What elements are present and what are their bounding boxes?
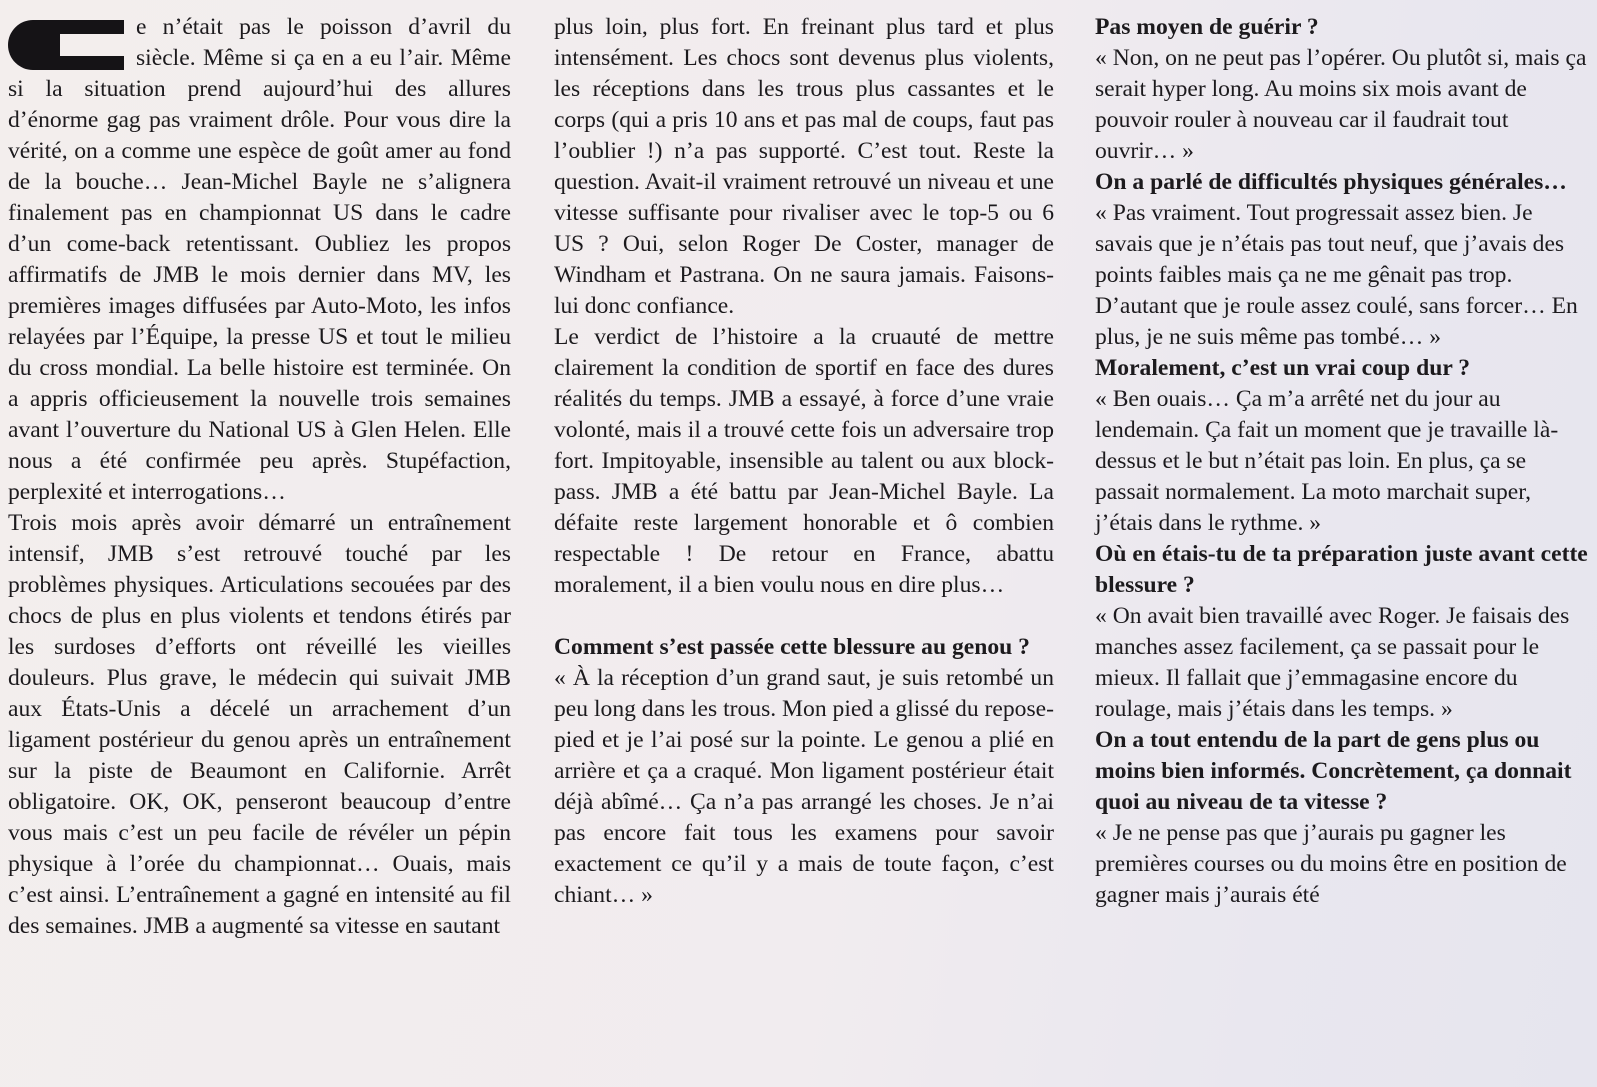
dropcap-c-notch: [60, 34, 124, 56]
interview-question: Moralement, c’est un vrai coup dur ?: [1095, 355, 1471, 381]
column-2: [554, 12, 1054, 911]
interview-question: On a tout entendu de la part de gens plus ou moins bien informés. Concrètement, ça donnait quoi au niveau de ta vitesse ?: [1095, 727, 1572, 815]
interview-answer: « Je ne pense pas que j’aurais pu gagner les premières courses ou du moins être en position de gagner mais j’aurais été: [1095, 820, 1567, 908]
interview-question: Où en étais-tu de ta préparation juste avant cette blessure ?: [1095, 541, 1588, 598]
paragraph-verdict: Le verdict de l’histoire a la cruauté de mettre clairement la condition de sportif en face des dures réalités du temps. JMB a essayé, à force d’une vraie volonté, mais il a trouvé cette fois un adversaire trop fort. Impitoyable, insensible au talent ou aux block-pass. JMB a été battu par Jean-Michel Bayle. La défaite reste largement honorable et ô combien respectable ! De retour en France, abattu moralement, il a bien voulu nous en dire plus…: [554, 324, 1054, 598]
interview-answer: « Pas vraiment. Tout progressait assez bien. Je savais que je n’étais pas tout neuf, que j’avais des points faibles mais ça ne me gênait pas trop. D’autant que je roule assez coulé, sans forcer… En plus, je ne suis même pas tombé… »: [1095, 200, 1578, 350]
interview-answer: « À la réception d’un grand saut, je suis retombé un peu long dans les trous. Mon pied a glissé du repose-pied et je l’ai posé sur la pointe. Le genou a plié en arrière et ça a craqué. Mon ligament postérieur était déjà abîmé… Ça n’a pas arrangé les choses. Je n’ai pas encore fait tous les examens pour savoir exactement ce qu’il y a mais de toute façon, c’est chiant… »: [554, 665, 1054, 908]
column-3: [1095, 12, 1590, 911]
dropcap-letter-c: [8, 20, 124, 70]
interview-answer: « On avait bien travaillé avec Roger. Je faisais des manches assez facilement, ça se passait pour le mieux. Il fallait que j’emmagasine encore du roulage, mais j’étais dans les temps. »: [1095, 603, 1570, 722]
column-spacer: [554, 601, 1054, 632]
interview-question: Comment s’est passée cette blessure au genou ?: [554, 634, 1030, 660]
interview-answer: « Non, on ne peut pas l’opérer. Ou plutôt si, mais ça serait hyper long. Au moins six mois avant de pouvoir rouler à nouveau car il faudrait tout ouvrir… »: [1095, 45, 1587, 164]
interview-answer: « Ben ouais… Ça m’a arrêté net du jour au lendemain. Ça fait un moment que je travaille là-dessus et le but n’était pas loin. En plus, ça se passait normalement. La moto marchait super, j’étais dans le rythme. »: [1095, 386, 1559, 536]
paragraph-intro: e n’était pas le poisson d’avril du siècle. Même si ça en a eu l’air. Même si la situation prend aujourd’hui des allures d’énorme gag pas vraiment drôle. Pour vous dire la vérité, on a comme une espèce de goût amer au fond de la bouche… Jean-Michel Bayle ne s’alignera finalement pas en championnat US dans le cadre d’un come-back retentissant. Oubliez les propos affirmatifs de JMB le mois dernier dans MV, les premières images diffusées par Auto-Moto, les infos relayées par l’Équipe, la presse US et tout le milieu du cross mondial. La belle histoire est terminée. On a appris officieusement la nouvelle trois semaines avant l’ouverture du National US à Glen Helen. Elle nous a été confirmée peu après. Stupéfaction, perplexité et interrogations…: [8, 14, 511, 505]
column-1: [8, 12, 511, 942]
paragraph-continued: plus loin, plus fort. En freinant plus tard et plus intensément. Les chocs sont devenus plus violents, les réceptions dans les trous plus cassantes et le corps (qui a pris 10 ans et pas mal de coups, faut pas l’oublier !) n’a pas supporté. C’est tout. Reste la question. Avait-il vraiment retrouvé un niveau et une vitesse suffisante pour rivaliser avec le top-5 ou 6 US ? Oui, selon Roger De Coster, manager de Windham et Pastrana. On ne saura jamais. Faisons-lui donc confiance.: [554, 14, 1054, 319]
paragraph-injury: Trois mois après avoir démarré un entraînement intensif, JMB s’est retrouvé touché par les problèmes physiques. Articulations secouées par des chocs de plus en plus violents et tendons étirés par les surdoses d’efforts ont réveillé les vieilles douleurs. Plus grave, le médecin qui suivait JMB aux États-Unis a décelé un arrachement d’un ligament postérieur du genou après un entraînement sur la piste de Beaumont en Californie. Arrêt obligatoire. OK, OK, penseront beaucoup d’entre vous mais c’est un peu facile de révéler un pépin physique à l’orée du championnat… Ouais, mais c’est ainsi. L’entraînement a gagné en intensité au fil des semaines. JMB a augmenté sa vitesse en sautant: [8, 510, 511, 939]
interview-question: Pas moyen de guérir ?: [1095, 14, 1319, 40]
interview-question: On a parlé de difficultés physiques générales…: [1095, 169, 1567, 195]
